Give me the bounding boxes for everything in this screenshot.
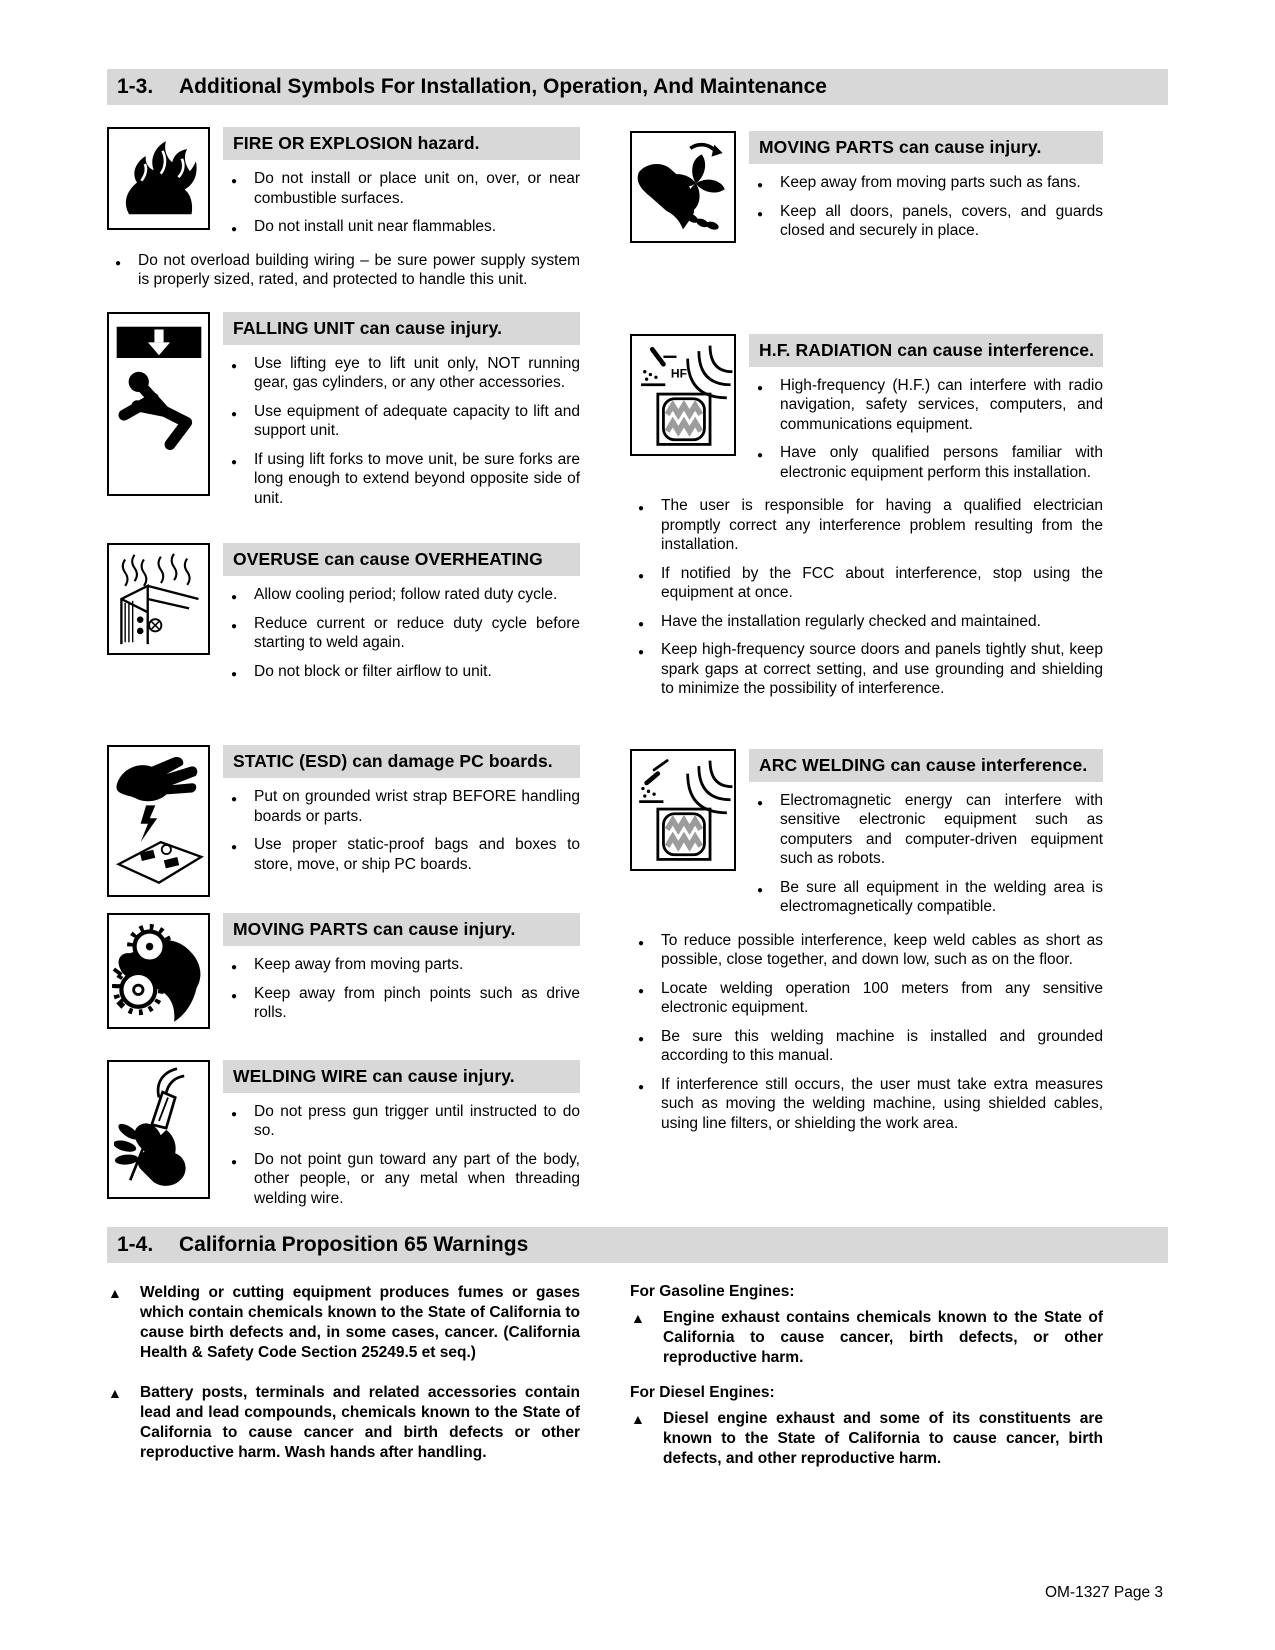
hf-radiation-tv-icon bbox=[633, 340, 733, 450]
warning-block-static-esd bbox=[107, 745, 580, 897]
hf-label: HF bbox=[670, 365, 688, 380]
bullet-item: ● The user is responsible for having a qualified electrician promptly correct any interference problem resulting from the installation. bbox=[630, 496, 1103, 555]
bullet-item: ● Put on grounded wrist strap BEFORE handling boards or parts. bbox=[223, 787, 580, 826]
bullet-list bbox=[223, 354, 580, 509]
bullet-item: ● Use proper static-proof bags and boxes to store, move, or ship PC boards. bbox=[223, 835, 580, 874]
bullet-item: ● If using lift forks to move unit, be sure forks are long enough to extend beyond opposite side of unit. bbox=[223, 450, 580, 509]
bullet-list-wide bbox=[630, 931, 1103, 1134]
warning-title: H.F. RADIATION can cause interference. bbox=[749, 334, 1103, 367]
warning-title: STATIC (ESD) can damage PC boards. bbox=[223, 745, 580, 778]
warning-block-hf-radiation bbox=[630, 334, 1103, 699]
symbol-box bbox=[630, 749, 736, 871]
prop65-warning-item: ▲ Welding or cutting equipment produces fumes or gases which contain chemicals known to the State of California to cause birth defects and, in some cases, cancer. (California Health & Safety Code Section 25249.5 et seq.) bbox=[107, 1283, 580, 1363]
warning-title: MOVING PARTS can cause injury. bbox=[749, 131, 1103, 164]
warning-block-moving-parts-gears bbox=[107, 913, 580, 1032]
bullet-item: ● Keep away from moving parts such as fans. bbox=[749, 173, 1103, 193]
bullet-item: ● Do not block or filter airflow to unit. bbox=[223, 662, 580, 682]
bullet-item: ● Keep away from moving parts. bbox=[223, 955, 580, 975]
bullet-list bbox=[749, 376, 1103, 483]
bullet-list bbox=[223, 787, 580, 874]
symbol-box bbox=[630, 334, 736, 456]
section-1-4-header bbox=[107, 1227, 1168, 1263]
warning-block-moving-parts-fan bbox=[630, 131, 1103, 250]
bullet-item: ● Have only qualified persons familiar with electronic equipment perform this installation. bbox=[749, 443, 1103, 482]
section-title: Additional Symbols For Installation, Operation, And Maintenance bbox=[179, 75, 827, 98]
bullet-item: ● Do not install or place unit on, over, or near combustible surfaces. bbox=[223, 169, 580, 208]
bullet-list bbox=[223, 169, 580, 237]
bullet-item: ● Be sure all equipment in the welding area is electromagnetically compatible. bbox=[749, 878, 1103, 917]
warning-block-welding-wire bbox=[107, 1060, 580, 1218]
gasoline-engines-heading: For Gasoline Engines: bbox=[630, 1283, 795, 1300]
bullet-list bbox=[749, 173, 1103, 241]
bullet-item: ● High-frequency (H.F.) can interfere with radio navigation, safety services, computers, and communications equipment. bbox=[749, 376, 1103, 435]
prop65-right-column bbox=[630, 1283, 1103, 1485]
symbol-box bbox=[630, 131, 736, 243]
section-number: 1-3. bbox=[117, 75, 154, 98]
bullet-item: ● Keep high-frequency source doors and panels tightly shut, keep spark gaps at correct setting, and use grounding and shielding to minimize the possibility of interference. bbox=[630, 640, 1103, 699]
bullet-item: ● If interference still occurs, the user must take extra measures such as moving the welding machine, using shielded cables, using line filters, or shielding the work area. bbox=[630, 1075, 1103, 1134]
section-number: 1-4. bbox=[117, 1233, 154, 1256]
warning-title: FIRE OR EXPLOSION hazard. bbox=[223, 127, 580, 160]
overheating-unit-icon bbox=[112, 549, 206, 649]
warning-block-falling-unit bbox=[107, 312, 580, 518]
warning-title: MOVING PARTS can cause injury. bbox=[223, 913, 580, 946]
bullet-list-wide bbox=[630, 496, 1103, 699]
section-1-3-header bbox=[107, 69, 1168, 105]
falling-unit-icon bbox=[113, 318, 205, 490]
arc-welding-tv-icon bbox=[633, 755, 733, 865]
warning-title: ARC WELDING can cause interference. bbox=[749, 749, 1103, 782]
flame-icon bbox=[115, 135, 203, 223]
bullet-item: ● Have the installation regularly checked and maintained. bbox=[630, 612, 1103, 632]
bullet-list bbox=[749, 791, 1103, 917]
bullet-item: ● Do not point gun toward any part of the body, other people, or any metal when threading welding wire. bbox=[223, 1150, 580, 1209]
symbol-box bbox=[107, 913, 210, 1029]
diesel-engines-heading: For Diesel Engines: bbox=[630, 1384, 775, 1401]
bullet-item: ● Do not press gun trigger until instructed to do so. bbox=[223, 1102, 580, 1141]
symbol-box bbox=[107, 127, 210, 230]
gears-pinch-icon bbox=[112, 918, 206, 1024]
warning-title: WELDING WIRE can cause injury. bbox=[223, 1060, 580, 1093]
symbol-box bbox=[107, 1060, 210, 1199]
prop65-warning-item: ▲ Engine exhaust contains chemicals known to the State of California to cause cancer, birth defects, or other reproductive harm. bbox=[630, 1308, 1103, 1368]
bullet-item: ● Keep away from pinch points such as drive rolls. bbox=[223, 984, 580, 1023]
warning-title: OVERUSE can cause OVERHEATING bbox=[223, 543, 580, 576]
bullet-item: ● If notified by the FCC about interference, stop using the equipment at once. bbox=[630, 564, 1103, 603]
esd-hand-board-icon bbox=[113, 752, 205, 890]
section-title: California Proposition 65 Warnings bbox=[179, 1233, 529, 1256]
prop65-warning-item: ▲ Diesel engine exhaust and some of its constituents are known to the State of California to cause cancer, birth defects, and other reproductive harm. bbox=[630, 1409, 1103, 1469]
page-footer: OM-1327 Page 3 bbox=[1044, 1584, 1163, 1601]
right-column bbox=[630, 131, 1103, 1142]
bullet-item: ● Be sure this welding machine is installed and grounded according to this manual. bbox=[630, 1027, 1103, 1066]
warning-title: FALLING UNIT can cause injury. bbox=[223, 312, 580, 345]
bullet-item: ● Do not overload building wiring – be sure power supply system is properly sized, rated, and protected to handle this unit. bbox=[107, 251, 580, 290]
bullet-item: ● Locate welding operation 100 meters from any sensitive electronic equipment. bbox=[630, 979, 1103, 1018]
left-column bbox=[107, 127, 580, 1217]
prop65-left-column bbox=[107, 1283, 580, 1483]
bullet-item: ● Keep all doors, panels, covers, and guards closed and securely in place. bbox=[749, 202, 1103, 241]
bullet-list bbox=[223, 955, 580, 1023]
warning-block-fire-explosion bbox=[107, 127, 580, 290]
bullet-list bbox=[223, 1102, 580, 1209]
welding-gun-hand-icon bbox=[114, 1065, 204, 1193]
warning-block-overuse bbox=[107, 543, 580, 690]
warning-block-arc-welding bbox=[630, 749, 1103, 1134]
bullet-item: ● Use lifting eye to lift unit only, NOT running gear, gas cylinders, or any other accessories. bbox=[223, 354, 580, 393]
bullet-item: ● Allow cooling period; follow rated duty cycle. bbox=[223, 585, 580, 605]
symbol-box bbox=[107, 543, 210, 655]
bullet-item: ● Electromagnetic energy can interfere with sensitive electronic equipment such as computers and computer-driven equipment such as robots. bbox=[749, 791, 1103, 869]
prop65-warning-item: ▲ Battery posts, terminals and related accessories contain lead and lead compounds, chemicals known to the State of California to cause cancer and birth defects or other reproductive harm. Wash hands after handling. bbox=[107, 1383, 580, 1463]
bullet-list-wide bbox=[107, 251, 580, 290]
bullet-item: ● Use equipment of adequate capacity to lift and support unit. bbox=[223, 402, 580, 441]
symbol-box bbox=[107, 312, 210, 496]
bullet-item: ● Reduce current or reduce duty cycle before starting to weld again. bbox=[223, 614, 580, 653]
symbol-box bbox=[107, 745, 210, 897]
bullet-list bbox=[223, 585, 580, 681]
bullet-item: ● To reduce possible interference, keep weld cables as short as possible, close together, and down low, such as on the floor. bbox=[630, 931, 1103, 970]
fan-hand-icon bbox=[637, 137, 729, 237]
bullet-item: ● Do not install unit near flammables. bbox=[223, 217, 580, 237]
